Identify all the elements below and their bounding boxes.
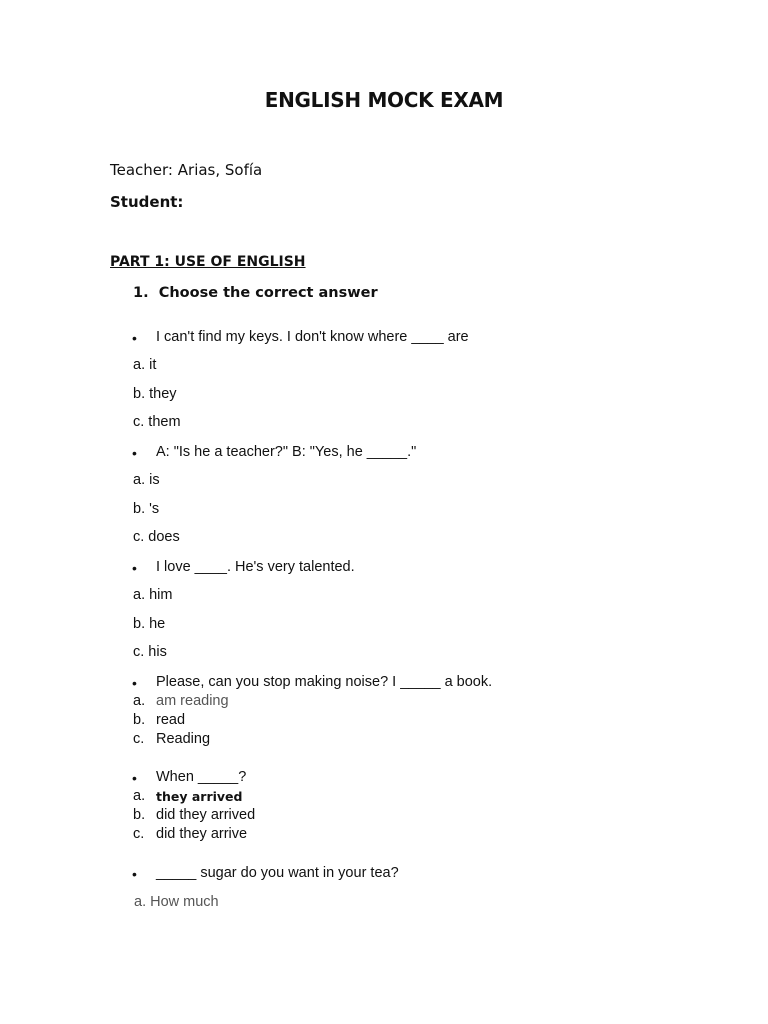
question-text: _____ sugar do you want in your tea? xyxy=(156,865,399,881)
answer-option[interactable]: a. him xyxy=(133,587,173,603)
question-text: When _____? xyxy=(156,769,247,785)
bullet-icon: • xyxy=(132,560,137,576)
part-heading: PART 1: USE OF ENGLISH xyxy=(110,254,306,270)
section-number: 1. xyxy=(133,285,149,301)
question-text: I can't find my keys. I don't know where ____ are xyxy=(156,329,469,345)
bullet-icon: • xyxy=(132,445,137,461)
question-text: I love ____. He's very talented. xyxy=(156,559,355,575)
answer-option[interactable]: b. they xyxy=(133,386,177,402)
option-letter: b. xyxy=(133,807,146,823)
option-letter: c. xyxy=(133,731,145,747)
bullet-icon: • xyxy=(132,866,137,882)
answer-option[interactable]: a. is xyxy=(133,472,160,488)
option-letter: a. xyxy=(133,788,146,804)
option-text: did they arrived xyxy=(156,807,256,823)
option-letter: a. xyxy=(133,693,146,709)
page-title: ENGLISH MOCK EXAM xyxy=(264,88,504,112)
answer-option[interactable]: b. he xyxy=(133,616,166,632)
answer-option[interactable]: c. does xyxy=(133,529,180,545)
answer-option[interactable]: b. 's xyxy=(133,501,160,517)
bullet-icon: • xyxy=(132,330,137,346)
teacher-label: Teacher: xyxy=(110,161,173,179)
section-title: Choose the correct answer xyxy=(158,285,378,301)
student-label: Student: xyxy=(110,193,184,211)
option-text: Reading xyxy=(156,731,211,747)
option-letter: b. xyxy=(133,712,146,728)
option-text: am reading xyxy=(156,693,229,709)
question-text: A: "Is he a teacher?" B: "Yes, he _____." xyxy=(156,444,417,460)
answer-option[interactable]: a. it xyxy=(133,357,157,373)
answer-option[interactable]: c. his xyxy=(133,644,167,660)
option-text: they arrived xyxy=(156,789,243,804)
bullet-icon: • xyxy=(132,770,137,786)
answer-option[interactable]: c. them xyxy=(133,414,181,430)
option-letter: c. xyxy=(133,826,145,842)
teacher-line xyxy=(110,161,262,179)
question-text: Please, can you stop making noise? I _____ a book. xyxy=(156,674,493,690)
teacher-name: Arias, Sofía xyxy=(177,161,263,179)
option-text: did they arrive xyxy=(156,826,248,842)
bullet-icon: • xyxy=(132,675,137,691)
section-heading xyxy=(133,285,378,301)
option-text: read xyxy=(156,712,186,728)
answer-option[interactable]: a. How much xyxy=(134,894,219,910)
